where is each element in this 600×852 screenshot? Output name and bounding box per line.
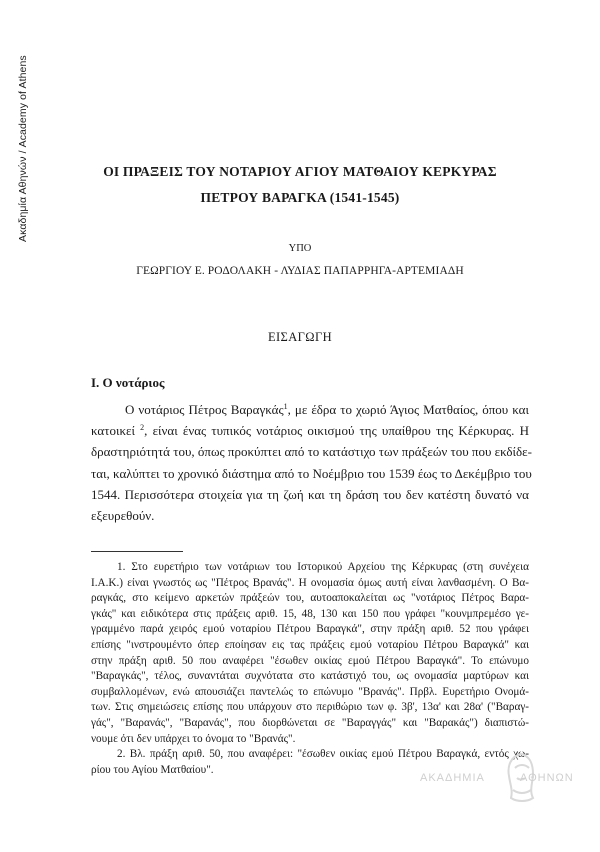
footnotes	[91, 560, 529, 778]
footnote-line: "Βαραγκάς", τέλος, συναντάται συχνότατα στο κατάστιχό του, ως ονομασία μαρτύρων και	[91, 670, 529, 683]
footnote-line: επίσης "ινστρουμέντο όπερ εποίησαν εις τας πράξεις εμού νοταρίου Πέτρου Βαραγκά" και	[91, 638, 529, 651]
body-line	[91, 420, 529, 441]
footnote-line: νουμε ότι δεν υπάρχει το όνομα το "Βρανάς".	[91, 732, 296, 745]
footnote-line: στην πράξη αριθ. 50 που αναφέρει "έσωθεν οικίας εμού Πέτρου Βαραγκά". Το επώνυμο	[91, 654, 529, 667]
body-text-segment: Ο νοτάριος Πέτρος Βαραγκάς	[125, 402, 284, 417]
footnote-1	[91, 560, 529, 747]
body-text-segment: κατοικεί	[91, 423, 141, 439]
footnote-line: των. Στις σημειώσεις επίσης που υπάρχουν στο περιθώριο των φ. 3β', 13α' και 28α' ("Βαραγ-	[91, 701, 529, 714]
section-heading: Ι. Ο νοτάριος	[91, 375, 165, 390]
footnote-separator	[91, 551, 183, 552]
intro-heading: ΕΙΣΑΓΩΓΗ	[267, 330, 333, 344]
watermark-text-right: ΑΘΗΝΩΝ	[520, 772, 574, 784]
footnote-line: 2. Βλ. πράξη αριθ. 50, που αναφέρει: "έσωθεν οικίας εμού Πέτρου Βαραγκά, εντός χω-	[117, 748, 529, 761]
footnote-line: ραγκάς, στο κείμενο αρκετών πράξεών του, αυτοαποκαλείται ως "νοτάριος Πέτρος Βαρα-	[91, 592, 529, 605]
footnote-ref-1: 1	[283, 402, 288, 411]
footnote-line: 1. Στο ευρετήριο των νοτάριων του Ιστορικού Αρχείου της Κέρκυρας (στη συνέχεια	[117, 561, 529, 573]
body-line: ται, καλύπτει το χρονικό διάστημα από το Νοέμβριο του 1539 έως το Δεκέμβριο του	[91, 465, 532, 481]
body-text-segment: , είναι ένας τυπικός νοτάριος οικισμού της υπαίθρου της Κέρκυρας. Η	[144, 423, 529, 439]
footnote-line: γκάς" και ειδικότερα στις πράξεις αριθ. 15, 48, 130 και 150 που γράφει "κουνμπρεμέσο γε-	[91, 607, 529, 620]
footnote-line: γραμμένο παρά χειρός εμού νοταρίου Πέτρου Βαραγκά", στην πράξη αριθ. 52 που γράφει	[91, 623, 529, 636]
body-line: 1544. Περισσότερα στοιχεία για τη ζωή και τη δράση του δεν κατέστη δυνατό να	[91, 486, 529, 502]
footnote-ref-2: 2	[140, 423, 145, 433]
body-text-segment: , με έδρα το χωριό Άγιος Ματθαίος, όπου και	[287, 402, 529, 417]
body-line: εξευρεθούν.	[91, 508, 155, 524]
title-line-1: ΟΙ ΠΡΑΞΕΙΣ ΤΟΥ ΝΟΤΑΡΙΟΥ ΑΓΙΟΥ ΜΑΤΘΑΙΟΥ ΚΕΡΚΥΡΑΣ	[103, 164, 497, 179]
footnote-line: συμβαλλομένων, ενώ απουσιάζει παντελώς το επώνυμο "Βρανάς". Πρβλ. Ευρετήριο Ονομά-	[91, 685, 529, 698]
footnote-line: Ι.Α.Κ.) είναι γνωστός ως "Πέτρος Βρανάς". Η ονομασία όμως αυτή είναι λανθασμένη. Ο Βα-	[91, 576, 529, 589]
authors: ΓΕΩΡΓΙΟΥ Ε. ΡΟΔΟΛΑΚΗ - ΛΥΔΙΑΣ ΠΑΠΑΡΡΗΓΑ-ΑΡΤΕΜΙΑΔΗ	[136, 265, 464, 277]
title-line-2: ΠΕΤΡΟΥ ΒΑΡΑΓΚΑ (1541-1545)	[200, 190, 400, 205]
body-line	[91, 399, 529, 420]
side-label-text: Ακαδημία Αθηνών / Academy of Athens	[17, 55, 29, 242]
body-paragraph	[91, 399, 532, 526]
body-line: δραστηριότητά του, όπως προκύπτει από το κατάστιχο των πράξεών του που εκδίδε-	[91, 444, 532, 460]
footnote-line: ρίου του Αγίου Ματθαίου".	[91, 763, 214, 776]
footnote-line: γάς", "Βαρανάς", "Βαρανάς", που διορθώνεται σε "Βαραγγάς" και "Βαρακάς") διαπιστώ-	[91, 716, 529, 729]
watermark-text-left: ΑΚΑΔΗΜΙΑ	[420, 772, 485, 784]
academy-watermark	[420, 750, 575, 810]
byline: ΥΠΟ	[288, 243, 312, 254]
archive-side-label	[17, 42, 33, 242]
